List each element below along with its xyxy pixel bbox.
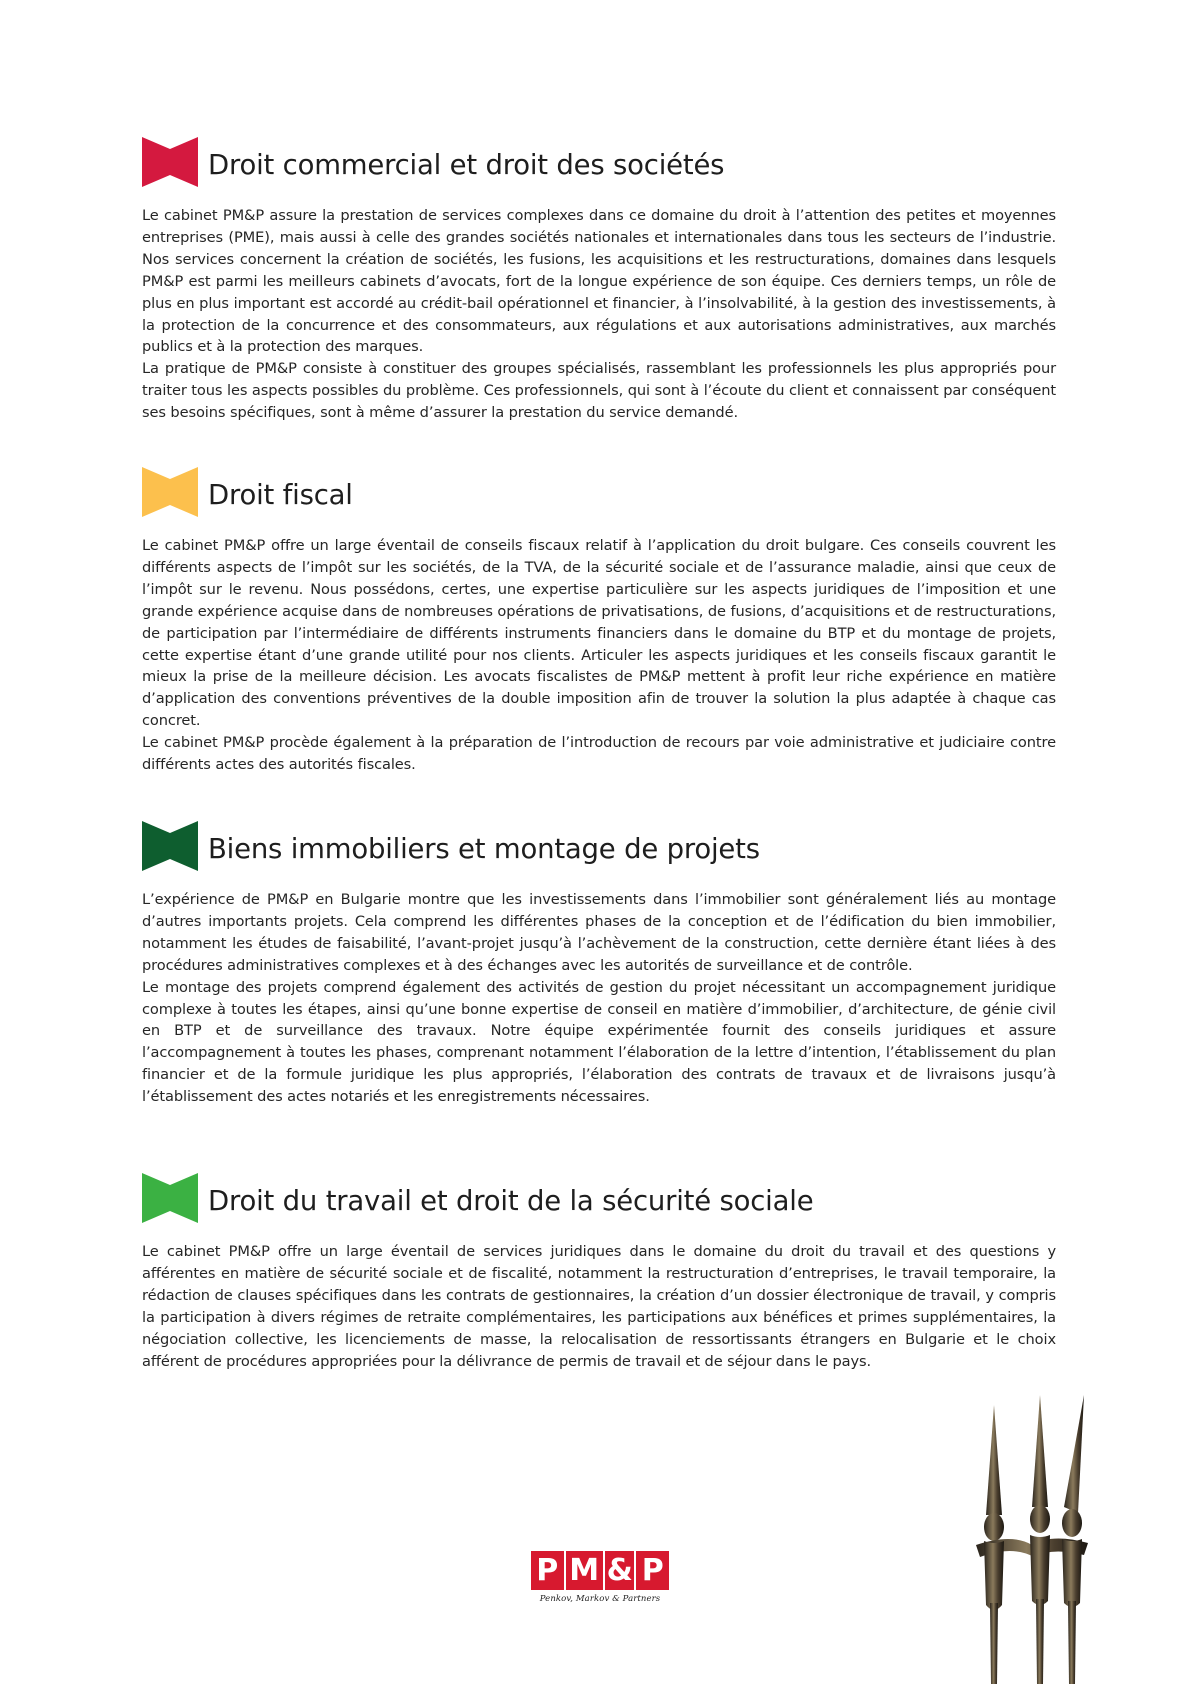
section-immobilier	[142, 821, 1056, 1108]
section-body	[142, 889, 1056, 1108]
section-commercial	[142, 137, 1056, 424]
paragraph: L’expérience de PM&P en Bulgarie montre que les investissements dans l’immobilier sont généralement liés au montage d’autres importants projets. Cela comprend les différentes phases de la conception et de l’édification du bien immobilier, notamment les études de faisabilité, l’avant-projet jusqu’à l’achèvement de la construction, cette dernière étant liées à des procédures administratives complexes et à des échanges avec les autorités de surveillance et de contrôle.	[142, 891, 1056, 974]
section-heading	[142, 137, 1056, 193]
section-heading	[142, 821, 1056, 877]
section-title: Biens immobiliers et montage de projets	[208, 833, 760, 865]
paragraph: Le cabinet PM&P procède également à la préparation de l’introduction de recours par voie administrative et judiciaire contre différents actes des autorités fiscales.	[142, 734, 1056, 774]
bookmark-flag-icon	[142, 137, 198, 187]
section-heading	[142, 1173, 1056, 1229]
pmp-logo	[531, 1551, 669, 1609]
logo-letter: M	[566, 1551, 603, 1590]
section-title: Droit du travail et droit de la sécurité sociale	[208, 1185, 814, 1217]
section-body	[142, 1241, 1056, 1372]
bronze-statue-image	[972, 1395, 1092, 1684]
section-travail	[142, 1173, 1056, 1372]
logo-letters	[531, 1551, 669, 1590]
logo-subtitle: Penkov, Markov & Partners	[539, 1594, 661, 1604]
section-body	[142, 205, 1056, 424]
paragraph: Le cabinet PM&P assure la prestation de services complexes dans ce domaine du droit à l’attention des petites et moyennes entreprises (PME), mais aussi à celle des grandes sociétés nationales et internationales dans tous les secteurs de l’industrie. Nos services concernent la création de sociétés, les fusions, les acquisitions et les restructurations, domaines dans lesquels PM&P est parmi les meilleurs cabinets d’avocats, fort de la longue expérience de son équipe. Ces derniers temps, un rôle de plus en plus important est accordé au crédit-bail opérationnel et financier, à l’insolvabilité, à la gestion des investissements, à la protection de la concurrence et des consommateurs, aux régulations et aux autorisations administratives, aux marchés publics et à la protection des marques.	[142, 207, 1056, 356]
logo-letter: P	[636, 1551, 669, 1590]
section-fiscal	[142, 467, 1056, 776]
logo-letter: &	[606, 1553, 633, 1588]
paragraph: Le cabinet PM&P offre un large éventail de conseils fiscaux relatif à l’application du droit bulgare. Ces conseils couvrent les différents aspects de l’impôt sur les sociétés, de la TVA, de la sécurité sociale et de l’assurance maladie, ainsi que ceux de l’impôt sur le revenu. Nous possédons, certes, une expertise particulière sur les aspects juridiques de l’imposition et une grande expérience acquise dans de nombreuses opérations de privatisations, de fusions, d’acquisitions et de restructurations, de participation par l’intermédiaire de différents instruments financiers dans le domaine du BTP et du montage de projets, cette expertise étant d’une grande utilité pour nos clients. Articuler les aspects juridiques et les conseils fiscaux garantit le mieux la prise de la meilleure décision. Les avocats fiscalistes de PM&P mettent à profit leur riche expérience en matière d’application des conventions préventives de la double imposition afin de trouver la solution la plus adaptée à chaque cas concret.	[142, 537, 1056, 730]
paragraph: Le cabinet PM&P offre un large éventail de services juridiques dans le domaine du droit du travail et des questions y afférentes en matière de sécurité sociale et de fiscalité, notamment la restructuration d’entreprises, le travail temporaire, la rédaction de clauses spécifiques dans les contrats de gestionnaires, la création d’un dossier électronique de travail, y compris la participation à divers régimes de retraite complémentaires, les participations aux bénéfices et primes supplémentaires, la négociation collective, les licenciements de masse, la relocalisation de ressortissants étrangers en Bulgarie et le choix afférent de procédures appropriées pour la délivrance de permis de travail et de séjour dans le pays.	[142, 1243, 1056, 1370]
section-title: Droit fiscal	[208, 479, 353, 511]
bookmark-flag-icon	[142, 821, 198, 871]
paragraph: Le montage des projets comprend également des activités de gestion du projet nécessitant un accompagnement juridique complexe à toutes les étapes, ainsi qu’une bonne expertise de conseil en matière d’immobilier, d’architecture, de génie civil en BTP et de surveillance des travaux. Notre équipe expérimentée fournit des conseils juridiques et assure l’accompagnement à toutes les phases, comprenant notamment l’élaboration de la lettre d’intention, l’établissement du plan financier et de la formule juridique les plus appropriés, l’élaboration des contrats de travaux et de livraisons jusqu’à l’établissement des actes notariés et les enregistrements nécessaires.	[142, 978, 1056, 1106]
section-body	[142, 535, 1056, 776]
bookmark-flag-icon	[142, 467, 198, 517]
logo-letter: P	[531, 1551, 564, 1590]
section-title: Droit commercial et droit des sociétés	[208, 149, 725, 181]
section-heading	[142, 467, 1056, 523]
paragraph: La pratique de PM&P consiste à constituer des groupes spécialisés, rassemblant les professionnels les plus appropriés pour traiter tous les aspects possibles du problème. Ces professionnels, qui sont à l’écoute du client et connaissent par conséquent ses besoins spécifiques, sont à même d’assurer la prestation du service demandé.	[142, 360, 1056, 422]
bookmark-flag-icon	[142, 1173, 198, 1223]
